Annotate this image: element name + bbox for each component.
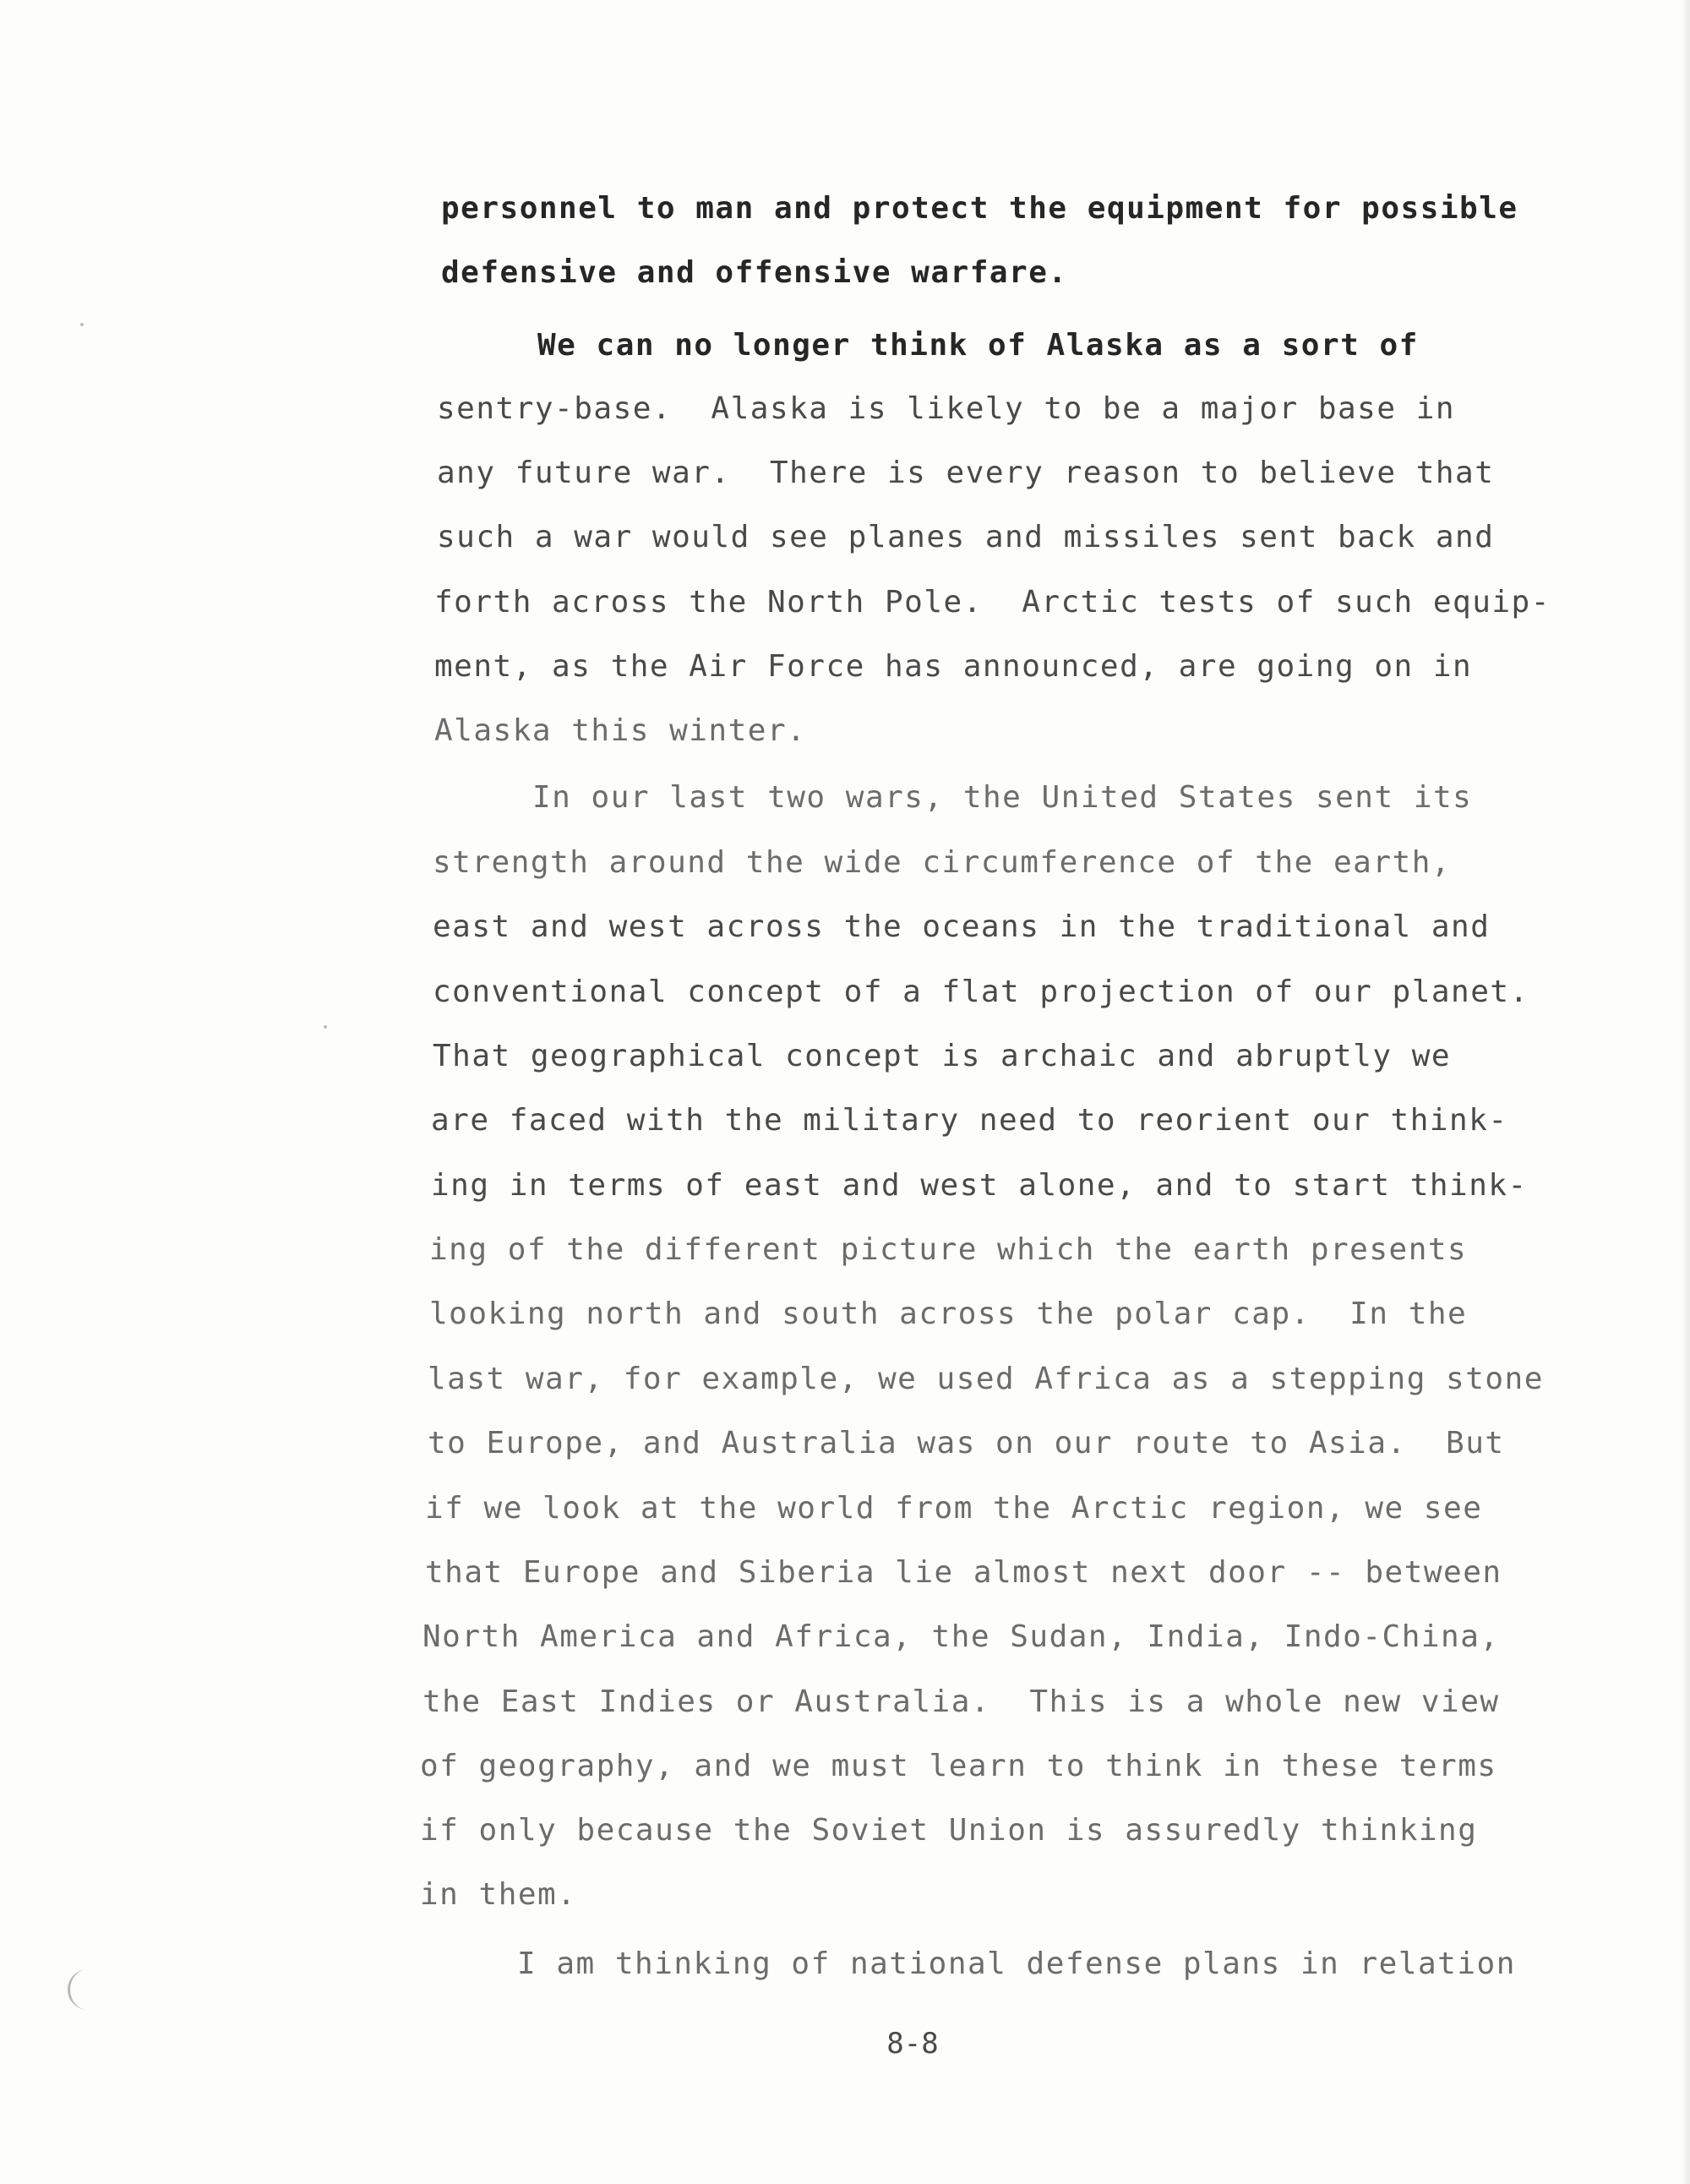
text-line-9: Alaska this winter. [434,713,807,748]
text-line-20: to Europe, and Australia was on our route to Asia. But [428,1426,1505,1461]
text-line-4: sentry-base. Alaska is likely to be a major base in [437,391,1456,426]
text-line-5: any future war. There is every reason to believe that [437,456,1495,490]
text-line-14: That geographical concept is archaic and abruptly we [433,1039,1452,1073]
page-edge-shadow [1682,0,1690,2184]
text-line-22: that Europe and Siberia lie almost next door -- between [425,1555,1502,1590]
text-line-26: if only because the Soviet Union is assuredly thinking [420,1813,1478,1848]
text-line-17: ing of the different picture which the earth presents [429,1232,1468,1267]
text-line-6: such a war would see planes and missiles sent back and [437,520,1495,554]
text-line-23: North America and Africa, the Sudan, India, Indo-China, [422,1619,1500,1654]
speck-mark [324,1025,327,1029]
text-line-21: if we look at the world from the Arctic region, we see [425,1491,1483,1526]
text-line-10: In our last two wars, the United States sent its [532,780,1473,815]
text-line-3: We can no longer think of Alaska as a sort of [537,328,1419,363]
text-line-19: last war, for example, we used Africa as a stepping stone [428,1362,1544,1396]
text-line-27: in them. [420,1877,577,1912]
text-line-25: of geography, and we must learn to think in these terms [420,1749,1497,1783]
text-line-15: are faced with the military need to reorient our think- [431,1103,1508,1138]
speck-mark [80,323,84,326]
text-line-1: personnel to man and protect the equipment for possible [441,191,1518,226]
text-line-16: ing in terms of east and west alone, and to start think- [431,1168,1528,1203]
text-line-11: strength around the wide circumference of the earth, [433,845,1452,880]
text-line-2: defensive and offensive warfare. [441,255,1068,290]
text-line-8: ment, as the Air Force has announced, are going on in [434,649,1473,684]
text-line-7: forth across the North Pole. Arctic tests of such equip- [434,585,1551,620]
margin-bracket-mark [68,1969,90,2010]
text-line-18: looking north and south across the polar cap. In the [429,1297,1468,1331]
text-line-12: east and west across the oceans in the traditional and [433,909,1491,944]
text-line-13: conventional concept of a flat projection of our planet. [433,975,1529,1009]
text-line-28: I am thinking of national defense plans in relation [517,1946,1516,1981]
page-number: 8-8 [886,2027,939,2061]
text-line-24: the East Indies or Australia. This is a whole new view [422,1684,1500,1719]
